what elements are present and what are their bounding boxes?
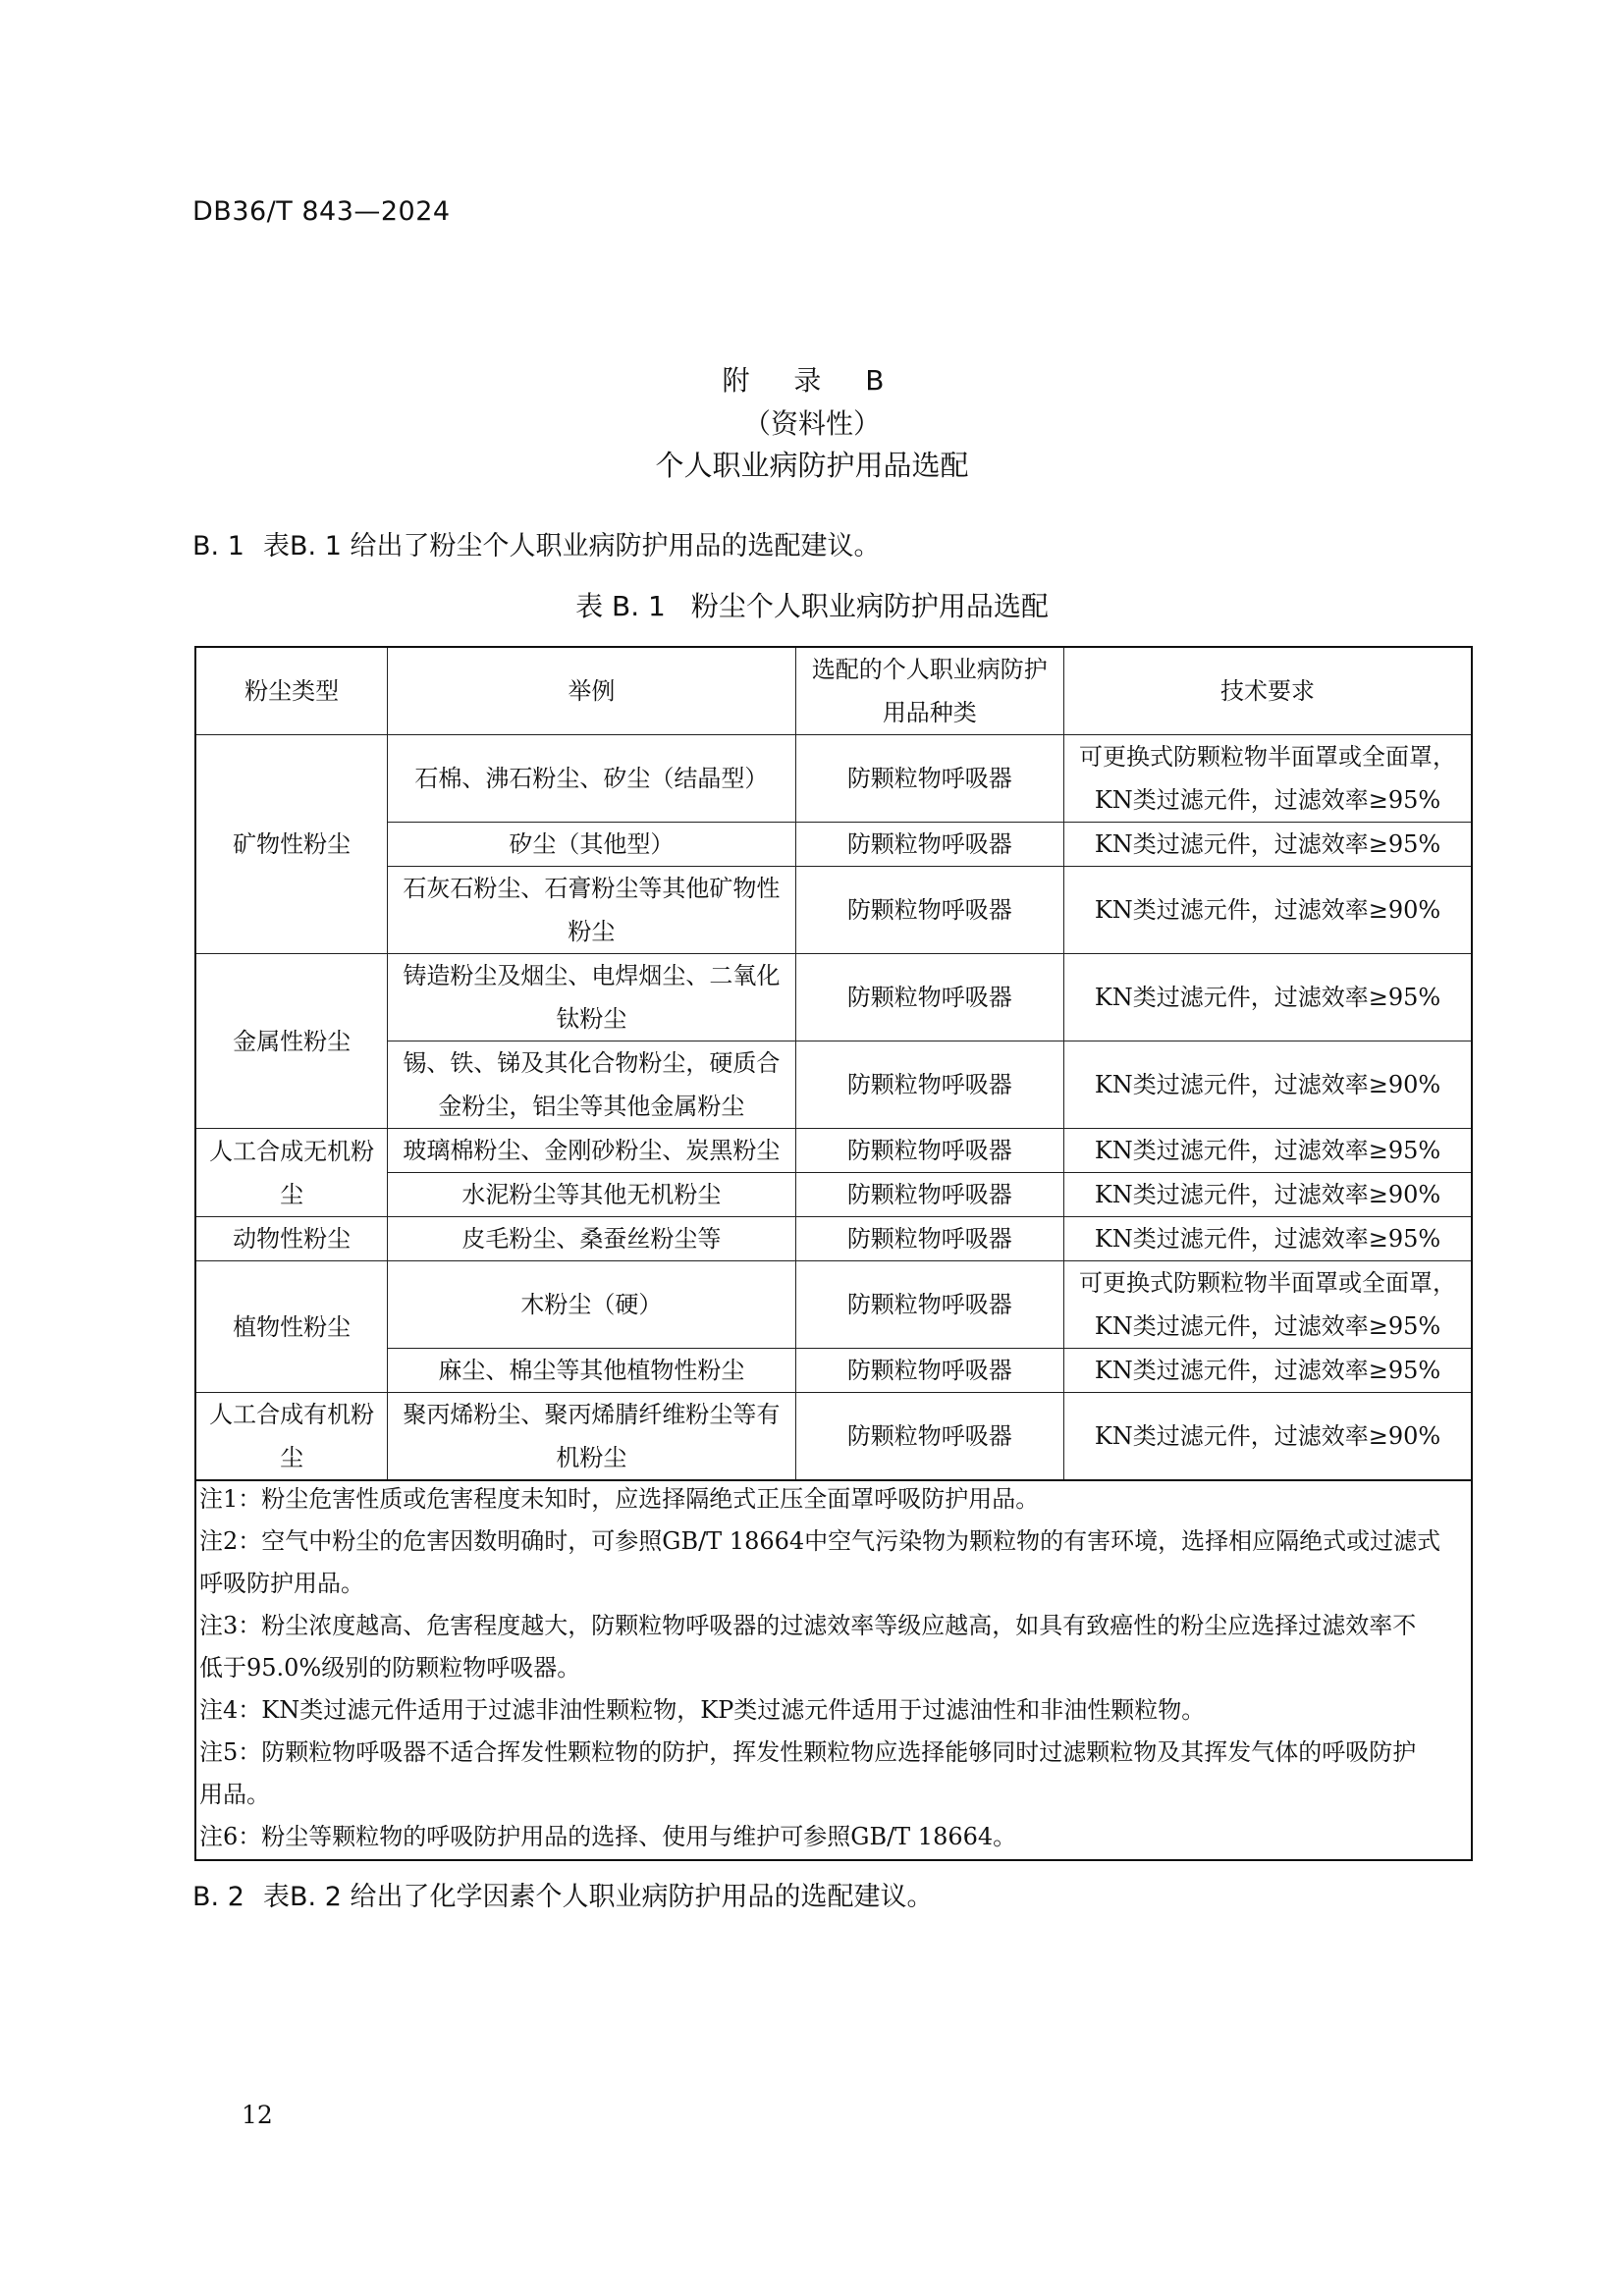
table-notes	[194, 1478, 1473, 1861]
table-row	[195, 735, 1472, 823]
clause-text: 表B. 1 给出了粉尘个人职业病防护用品的选配建议。	[263, 531, 881, 561]
table-row	[195, 1349, 1472, 1393]
example-cell: 水泥粉尘等其他无机粉尘	[388, 1173, 795, 1217]
example-cell: 木粉尘（硬）	[388, 1261, 795, 1349]
example-cell: 麻尘、棉尘等其他植物性粉尘	[388, 1349, 795, 1393]
example-cell: 锡、铁、锑及其化合物粉尘，硬质合 金粉尘，铝尘等其他金属粉尘	[388, 1041, 795, 1129]
table-row	[195, 1041, 1472, 1129]
ppe-cell: 防颗粒物呼吸器	[795, 735, 1064, 823]
requirement-cell: KN类过滤元件，过滤效率≥90%	[1064, 1173, 1472, 1217]
note-4: 注4：KN类过滤元件适用于过滤非油性颗粒物，KP类过滤元件适用于过滤油性和非油性颗粒物。	[199, 1696, 1206, 1724]
ppe-cell: 防颗粒物呼吸器	[795, 954, 1064, 1041]
table-number: 表 B. 1	[575, 590, 666, 622]
requirement-cell: KN类过滤元件，过滤效率≥90%	[1064, 867, 1472, 954]
requirement-cell: 可更换式防颗粒物半面罩或全面罩， KN类过滤元件，过滤效率≥95%	[1064, 1261, 1472, 1349]
note-3: 注3：粉尘浓度越高、危害程度越大，防颗粒物呼吸器的过滤效率等级应越高，如具有致癌性的粉尘应选择过滤效率不 低于95.0%级别的防颗粒物呼吸器。	[199, 1612, 1417, 1682]
table-title: 粉尘个人职业病防护用品选配	[690, 590, 1049, 622]
clause-b1	[192, 524, 880, 562]
requirement-cell: KN类过滤元件，过滤效率≥95%	[1064, 1349, 1472, 1393]
header-example: 举例	[388, 647, 795, 735]
table-header-row	[195, 647, 1472, 735]
appendix-title: 附 录 B	[722, 364, 902, 397]
example-cell: 石棉、沸石粉尘、矽尘（结晶型）	[388, 735, 795, 823]
requirement-cell: 可更换式防颗粒物半面罩或全面罩， KN类过滤元件，过滤效率≥95%	[1064, 735, 1472, 823]
ppe-cell: 防颗粒物呼吸器	[795, 823, 1064, 867]
example-cell: 铸造粉尘及烟尘、电焊烟尘、二氧化 钛粉尘	[388, 954, 795, 1041]
standard-code: DB36/T 843—2024	[192, 196, 451, 227]
ppe-cell: 防颗粒物呼吸器	[795, 867, 1064, 954]
clause-b2	[192, 1875, 933, 1913]
example-cell: 皮毛粉尘、桑蚕丝粉尘等	[388, 1217, 795, 1261]
table-row	[195, 1129, 1472, 1173]
appendix-name: 个人职业病防护用品选配	[655, 449, 969, 482]
requirement-cell: KN类过滤元件，过滤效率≥90%	[1064, 1041, 1472, 1129]
ppe-cell: 防颗粒物呼吸器	[795, 1261, 1064, 1349]
header-dust-type: 粉尘类型	[195, 647, 388, 735]
ppe-cell: 防颗粒物呼吸器	[795, 1041, 1064, 1129]
clause-number: B. 2	[192, 1882, 244, 1912]
ppe-cell: 防颗粒物呼吸器	[795, 1393, 1064, 1481]
example-cell: 玻璃棉粉尘、金刚砂粉尘、炭黑粉尘	[388, 1129, 795, 1173]
example-cell: 矽尘（其他型）	[388, 823, 795, 867]
requirement-cell: KN类过滤元件，过滤效率≥95%	[1064, 823, 1472, 867]
ppe-cell: 防颗粒物呼吸器	[795, 1349, 1064, 1393]
group-organic: 人工合成有机粉 尘	[195, 1393, 388, 1481]
ppe-cell: 防颗粒物呼吸器	[795, 1217, 1064, 1261]
group-mineral: 矿物性粉尘	[195, 735, 388, 954]
table-row	[195, 867, 1472, 954]
note-1: 注1：粉尘危害性质或危害程度未知时，应选择隔绝式正压全面罩呼吸防护用品。	[199, 1485, 1040, 1513]
note-2: 注2：空气中粉尘的危害因数明确时，可参照GB/T 18664中空气污染物为颗粒物的有害环境，选择相应隔绝式或过滤式 呼吸防护用品。	[199, 1527, 1441, 1597]
example-cell: 聚丙烯粉尘、聚丙烯腈纤维粉尘等有 机粉尘	[388, 1393, 795, 1481]
table-caption	[0, 585, 1624, 624]
group-inorganic: 人工合成无机粉 尘	[195, 1129, 388, 1217]
clause-number: B. 1	[192, 531, 244, 561]
table-row	[195, 823, 1472, 867]
table-row	[195, 954, 1472, 1041]
ppe-cell: 防颗粒物呼吸器	[795, 1129, 1064, 1173]
header-requirement: 技术要求	[1064, 647, 1472, 735]
requirement-cell: KN类过滤元件，过滤效率≥90%	[1064, 1393, 1472, 1481]
requirement-cell: KN类过滤元件，过滤效率≥95%	[1064, 954, 1472, 1041]
note-5: 注5：防颗粒物呼吸器不适合挥发性颗粒物的防护，挥发性颗粒物应选择能够同时过滤颗粒物及其挥发气体的呼吸防护 用品。	[199, 1738, 1417, 1808]
group-animal: 动物性粉尘	[195, 1217, 388, 1261]
page-number: 12	[242, 2101, 273, 2129]
group-plant: 植物性粉尘	[195, 1261, 388, 1393]
table-row	[195, 1217, 1472, 1261]
requirement-cell: KN类过滤元件，过滤效率≥95%	[1064, 1129, 1472, 1173]
requirement-cell: KN类过滤元件，过滤效率≥95%	[1064, 1217, 1472, 1261]
ppe-cell: 防颗粒物呼吸器	[795, 1173, 1064, 1217]
note-6: 注6：粉尘等颗粒物的呼吸防护用品的选择、使用与维护可参照GB/T 18664。	[199, 1823, 1017, 1850]
group-metal: 金属性粉尘	[195, 954, 388, 1129]
table-row	[195, 1393, 1472, 1481]
dust-ppe-table	[194, 646, 1473, 1481]
example-cell: 石灰石粉尘、石膏粉尘等其他矿物性 粉尘	[388, 867, 795, 954]
clause-text: 表B. 2 给出了化学因素个人职业病防护用品的选配建议。	[263, 1882, 934, 1912]
table-row	[195, 1261, 1472, 1349]
table-row	[195, 1173, 1472, 1217]
header-ppe-type: 选配的个人职业病防护 用品种类	[795, 647, 1064, 735]
appendix-type: （资料性）	[742, 407, 881, 440]
